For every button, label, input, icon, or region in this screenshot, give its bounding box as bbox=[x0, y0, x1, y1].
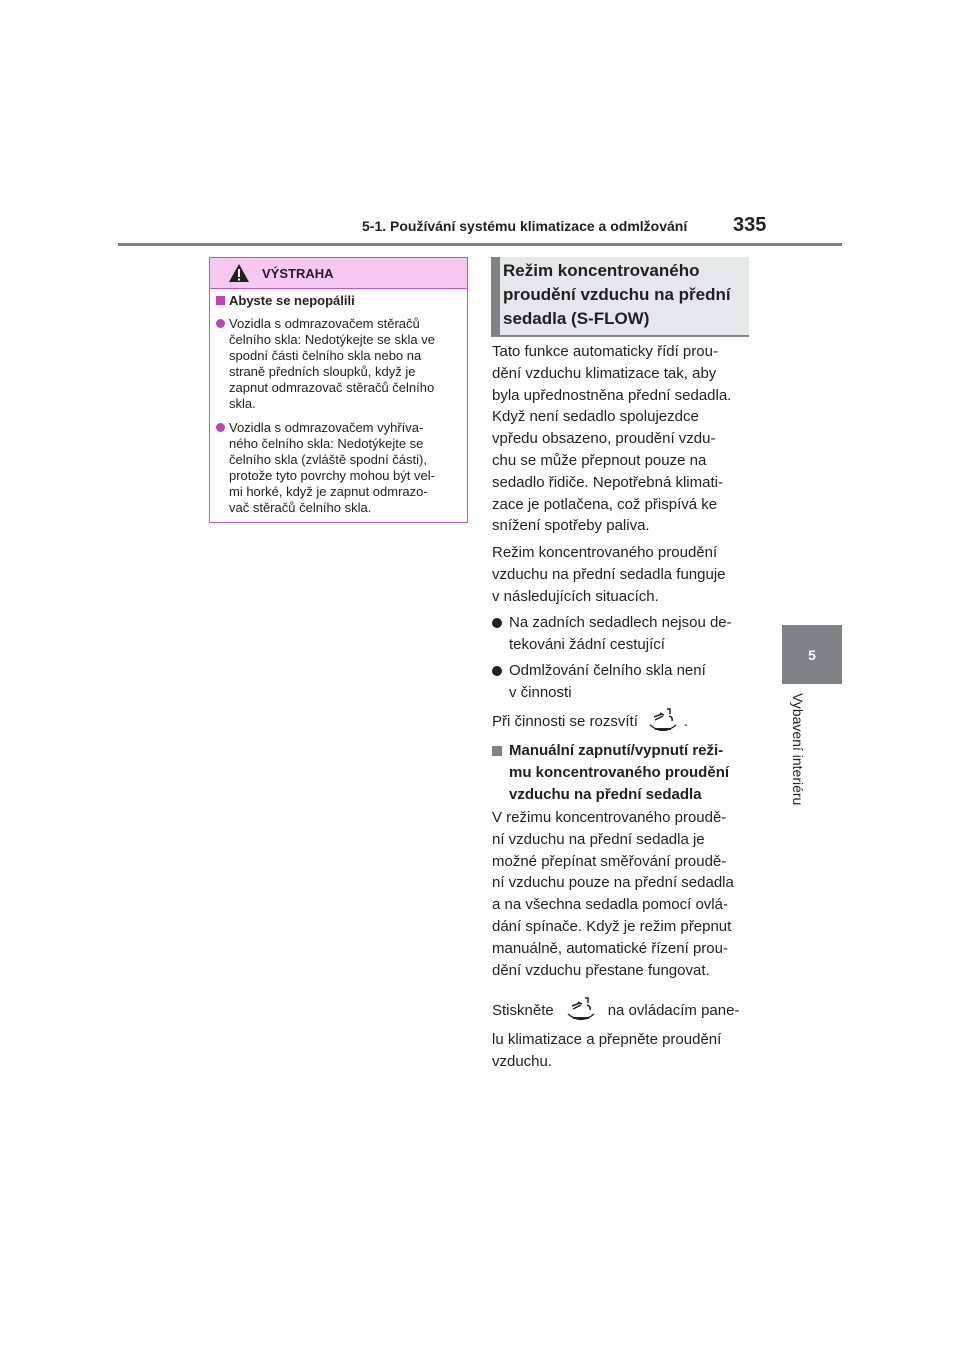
list-item bbox=[492, 660, 706, 704]
press-line bbox=[492, 996, 739, 1026]
page-number: 335 bbox=[733, 214, 767, 236]
warning-subtitle bbox=[216, 293, 467, 308]
chapter-tab bbox=[782, 625, 842, 684]
list-item bbox=[492, 612, 732, 656]
section-title-bar bbox=[491, 257, 500, 335]
warning-item-text: Vozidla s odmrazovačem stěračů čelního skla: Nedotýkejte se skla ve spodní části čelního skla nebo na straně předních sloupků, když je zapnut odmrazovač stěračů čelního skla. bbox=[229, 316, 435, 411]
bullet-dot-icon bbox=[216, 423, 225, 432]
chapter-number: 5 bbox=[808, 646, 816, 663]
warning-header bbox=[210, 258, 467, 289]
warning-subtitle-text: Abyste se nepopálili bbox=[229, 293, 355, 308]
subsection-heading bbox=[492, 740, 729, 805]
square-bullet-icon bbox=[492, 746, 502, 756]
s-flow-button-icon bbox=[560, 996, 602, 1026]
section-title: Režim koncentrovaného proudění vzduchu na přední sedadla (S-FLOW) bbox=[503, 261, 731, 328]
warning-item bbox=[216, 420, 459, 516]
press-line-continued: lu klimatizace a přepněte proudění vzduchu. bbox=[492, 1031, 722, 1070]
indicator-line bbox=[492, 707, 688, 737]
paragraph-situations: Režim koncentrovaného proudění vzduchu na přední sedadla funguje v následujících situacích. bbox=[492, 544, 726, 605]
warning-triangle-icon bbox=[228, 263, 250, 283]
s-flow-button-icon bbox=[642, 707, 684, 737]
header-rule bbox=[118, 243, 842, 246]
warning-box bbox=[209, 257, 468, 523]
paragraph-intro: Tato funkce automaticky řídí prou- dění vzduchu klimatizace tak, aby byla upřednostněna přední sedadla. Když není sedadlo spolujezdce vpředu obsazeno, proudění vzdu- chu se může přepnout pouze na sedadlo řidiče. Nepotřebná klimati- zace je potlačena, což přispívá ke snížení spotřeby paliva. bbox=[492, 343, 732, 535]
bullet-dot-icon bbox=[492, 666, 502, 676]
bullet-dot-icon bbox=[492, 618, 502, 628]
warning-item bbox=[216, 316, 459, 412]
section-title-box bbox=[491, 257, 749, 337]
list-item-text: Odmlžování čelního skla není v činnosti bbox=[509, 662, 706, 701]
indicator-text: Při činnosti se rozsvítí bbox=[492, 713, 638, 731]
warning-title: VÝSTRAHA bbox=[262, 265, 334, 281]
press-text-after: na ovládacím pane- bbox=[607, 1002, 740, 1020]
square-bullet-icon bbox=[216, 296, 225, 305]
subsection-heading-text: Manuální zapnutí/vypnutí reži- mu koncentrovaného proudění vzduchu na přední sedadla bbox=[509, 742, 730, 803]
indicator-text-end: . bbox=[683, 713, 689, 731]
list-item-text: Na zadních sedadlech nejsou de- tekováni žádní cestující bbox=[509, 614, 732, 653]
warning-item-text: Vozidla s odmrazovačem vyhříva- ného čelního skla: Nedotýkejte se čelního skla (zvláště spodní části), protože tyto povrchy mohou být vel- mi horké, když je zapnut odmrazo- vač stěračů čelního skla. bbox=[229, 420, 435, 515]
section-header-title: 5-1. Používání systému klimatizace a odmlžování bbox=[362, 218, 688, 234]
press-text: Stiskněte bbox=[492, 1002, 554, 1020]
paragraph-manual: V režimu koncentrovaného proudě- ní vzduchu na přední sedadla je možné přepínat směřování proudě- ní vzduchu pouze na přední sedadla a na všechna sedadla pomocí ovlá- dání spínače. Když je režim přepnut manuálně, automatické řízení prou- dění vzduchu přestane fungovat. bbox=[492, 809, 734, 979]
chapter-label: Vybavení interiéru bbox=[790, 693, 806, 806]
bullet-dot-icon bbox=[216, 319, 225, 328]
